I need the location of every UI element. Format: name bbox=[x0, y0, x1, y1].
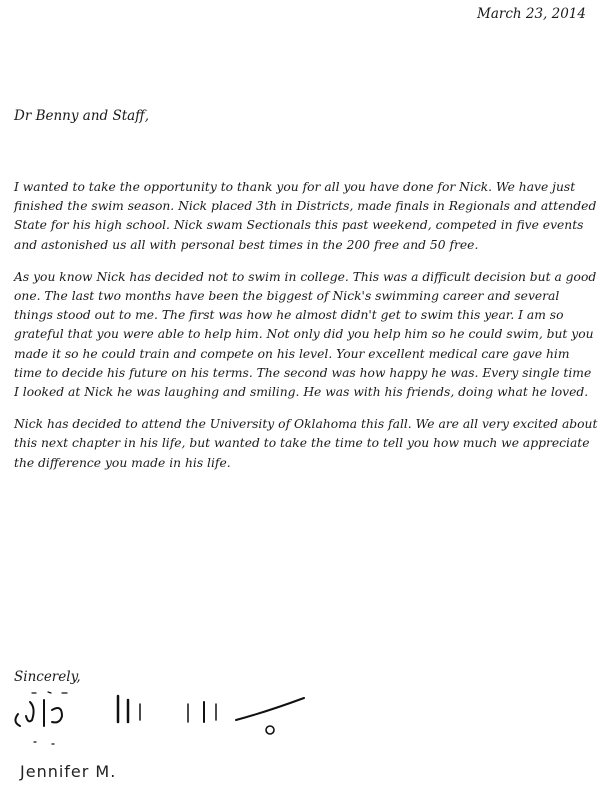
salutation: Dr Benny and Staff, bbox=[14, 108, 150, 124]
signature-name: Jennifer M. bbox=[20, 762, 117, 781]
paragraph-3: Nick has decided to attend the University of Oklahoma this fall. We are all very excited about this next chapter in his life, but wanted to take the time to tell you how much we appreciate the difference you made in his life. bbox=[14, 417, 598, 470]
letter-date: March 23, 2014 bbox=[477, 6, 586, 22]
letter-body bbox=[14, 178, 598, 486]
closing: Sincerely, bbox=[14, 669, 81, 685]
paragraph-1: I wanted to take the opportunity to thank you for all you have done for Nick. We have just finished the swim season. Nick placed 3th in Districts, made finals in Regionals and attended State for his high school. Nick swam Sectionals this past weekend, competed in five events and astonished us all with personal best times in the 200 free and 50 free. bbox=[14, 180, 597, 252]
paragraph-2: As you know Nick has decided not to swim in college. This was a difficult decision but a good one. The last two months have been the biggest of Nick's swimming career and several things stood out to me. The first was how he almost didn't get to swim this year. I am so grateful that you were able to help him. Not only did you help him so he could swim, but you made it so he could train and compete on his level. Your excellent medical care gave him time to decide his future on his terms. The second was how happy he was. Every single time I looked at Nick he was laughing and smiling. He was with his friends, doing what he loved. bbox=[14, 269, 597, 400]
